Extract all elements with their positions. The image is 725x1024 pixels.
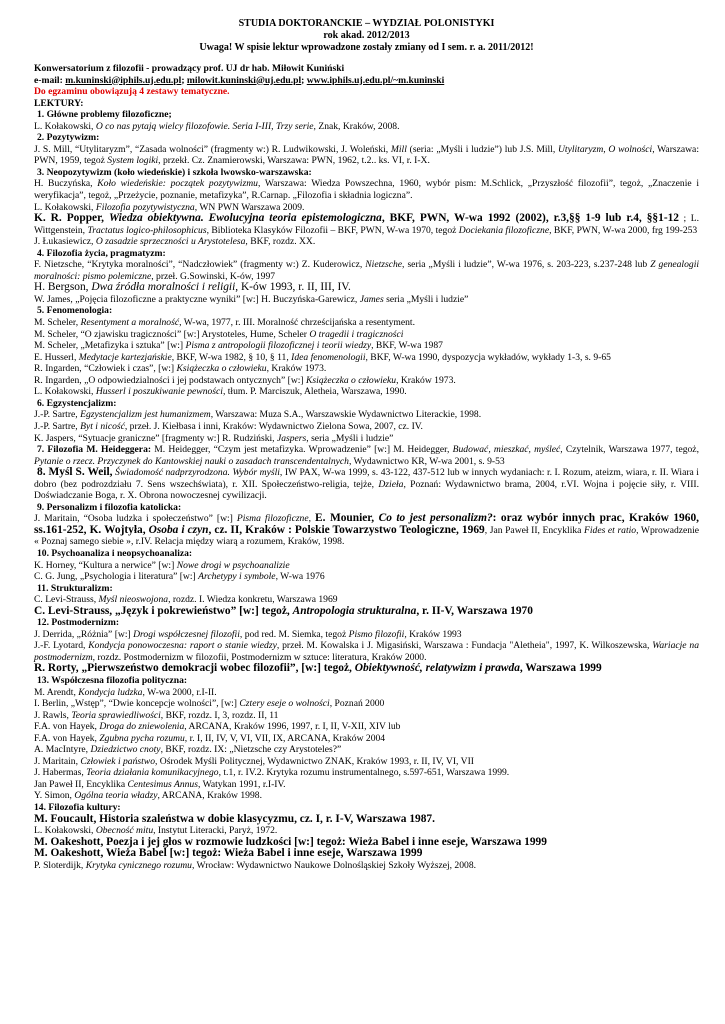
reading-entry: K. Horney, “Kultura a nerwice” [w:] Nowe drogi w psychoanalizie (34, 559, 290, 571)
section-heading-1: 1. Główne problemy filozoficzne; (37, 109, 172, 121)
reading-entry: Y. Simon, Ogólna teoria władzy, ARCANA, Kraków 1998. (34, 790, 262, 802)
reading-entry: J. Maritain, “Osoba ludzka i społeczeństwo” [w:] Pisma filozoficzne, E. Mounier, Co to jest personalizm?: oraz wybór innych prac, Kraków 1960, ss.161-252, K. Wojtyła, Osoba i czyn, cz. II, Kraków : Polskie Towarzystwo Teologiczne, 1969, Jan Paweł II, Encyklika Fides et ratio, Wprowadzenie « Poznaj samego siebie », r.IV. Relacja między wiarą a rozumem, Kraków, 1998. (34, 512, 699, 548)
reading-entry: H. Bergson, Dwa źródła moralności i religii, K-ów 1993, r. II, III, IV. (34, 281, 351, 294)
section-heading-14: 14. Filozofia kultury: (34, 802, 121, 813)
reading-entry: M. Scheler, „Metafizyka i sztuka” [w:] Pisma z antropologii filozoficznej i teorii wiedzy, BKF, W-wa 1987 (34, 340, 443, 352)
email-link-2[interactable]: milowit.kuninski@uj.edu.pl (186, 74, 302, 86)
contact-line: e-mail: m.kuninski@iphils.uj.edu.pl; milowit.kuninski@uj.edu.pl; www.iphils.uj.edu.pl/~m.kuninski (34, 74, 445, 86)
reading-entry: L. Kołakowski, Husserl i poszukiwanie pewności, tłum. P. Marciszuk, Aletheia, Warszawa, 1990. (34, 386, 407, 398)
reading-entry: M. Scheler, Resentyment a moralność, W-wa, 1977, r. III. Moralność chrześcijańska a resentyment. (34, 317, 415, 329)
exam-note: Do egzaminu obowiązują 4 zestawy tematyczne. (34, 86, 230, 98)
header-title: STUDIA DOKTORANCKIE – WYDZIAŁ POLONISTYKI (238, 18, 495, 29)
course-title: Konwersatorium z filozofii - prowadzący prof. UJ dr hab. Miłowit Kuniński (34, 63, 345, 74)
reading-entry: J.-P. Sartre, Byt i nicość, przeł. J. Kiełbasa i inni, Kraków: Wydawnictwo Zielona Sowa, 2007, cz. IV. (34, 420, 423, 432)
reading-entry: C. Levi-Strauss, Myśl nieoswojona, rozdz. I. Wiedza konkretu, Warszawa 1969 (34, 594, 338, 606)
reading-entry: M. Oakeshott, Poezja i jej głos w rozmowie ludzkości [w:] tegoż: Wieża Babel i inne eseje, Warszawa 1999 (34, 835, 547, 848)
reading-entry: F.A. von Hayek, Droga do zniewolenia, ARCANA, Kraków 1996, 1997, r. I, II, V-XII, XIV lub (34, 721, 401, 733)
section-heading-7: 7. Filozofia M. Heideggera: (37, 444, 152, 456)
reading-entry: P. Sloterdijk, Krytyka cynicznego rozumu, Wrocław: Wydawnictwo Naukowe Dolnośląskiej Szkoły Wyższej, 2008. (34, 859, 477, 871)
reading-entry: L. Kołakowski, Filozofia pozytywistyczna, WN PWN Warszawa 2009. (34, 201, 305, 213)
reading-entry: J. S. Mill, “Utylitaryzm”, “Zasada wolności” (fragmenty w:) R. Ludwikowski, J. Woleński, Mill (seria: „Myśli i ludzie”) lub J.S. Mill, Utylitaryzm, O wolności, Warszawa: PWN, 1959, tegoż System logiki, przekł. Cz. Znamierowski, Warszawa: PWN, 1962, t.2.. ks. VI, r. I-X. (34, 143, 699, 167)
reading-entry: M. Foucault, Historia szaleństwa w dobie klasycyzmu, cz. I, r. I-V, Warszawa 1987. (34, 812, 435, 825)
reading-entry: F. Nietzsche, “Krytyka moralności”, “Nadczłowiek” (fragmenty w:) Z. Kuderowicz, Nietzsche, seria „Myśli i ludzie”, W-wa 1976, s. 203-223, s.237-248 lub Z genealogii moralności: pismo polemiczne, przeł. G.Sowinski, K-ów, 1997 (34, 259, 700, 282)
section-heading-6: 6. Egzystencjalizm: (37, 397, 117, 409)
reading-entry: R. Rorty, „Pierwszeństwo demokracji wobec filozofii”, [w:] tegoż, Obiektywność, relatywizm i prawda, Warszawa 1999 (34, 662, 602, 675)
reading-entry: J.-P. Sartre, Egzystencjalizm jest humanizmem, Warszawa: Muza S.A., Warszawskie Wydawnictwo Literackie, 1998. (34, 409, 482, 421)
email-link-1[interactable]: m.kuninski@iphils.uj.edu.pl (65, 74, 182, 86)
email-label: e-mail: (34, 74, 63, 86)
section-heading-12: 12. Postmodernizm: (37, 617, 120, 629)
reading-entry: E. Husserl, Medytacje kartezjańskie, BKF, W-wa 1982, § 10, § 11, Idea fenomenologii, BKF, W-wa 1990, dyspozycja wykładów, wykłady 1-3, s. 9-65 (34, 351, 611, 363)
section-heading-4: 4. Filozofia życia, pragmatyzm: (37, 247, 166, 259)
section-heading-9: 9. Personalizm i filozofia katolicka: (37, 501, 182, 513)
reading-entry: 8. Myśl S. Weil, Świadomość nadprzyrodzona. Wybór myśli, IW PAX, W-wa 1999, s. 43-122, 437-512 lub w innych wydaniach: r. I. Rozum, ateizm, wiara, r. II. Wiara i dobro (bez podrozdziału 7. Sens wszechświata), r. XII. Społeczeństwo-religia, tejże, Dzieła, Poznań: Wydawnictwo brama, 2004, r.VI. Wojna i pojęcie siły, r. VIII. Doświadczanie Boga, r. X. Obrona nowoczesnej cywilizacji. (34, 466, 700, 502)
reading-entry: R. Ingarden, “Człowiek i czas”, [w:] Książeczka o człowieku, Kraków 1973. (34, 363, 327, 375)
reading-entry: M. Scheler, “O zjawisku tragiczności” [w:] Arystoteles, Hume, Scheler O tragedii i tragiczności (34, 328, 404, 340)
reading-entry: K. Jaspers, “Sytuacje graniczne” [fragmenty w:] R. Rudziński, Jaspers, seria „Myśli i ludzie” (34, 432, 394, 444)
header-year: rok akad. 2012/2013 (323, 30, 410, 41)
reading-entry: J. Rawls, Teoria sprawiedliwości, BKF, rozdz. I, 3, rozdz. II, 11 (34, 709, 279, 721)
reading-entry: J. Łukasiewicz, O zasadzie sprzeczności u Arystotelesa, BKF, rozdz. XX. (34, 236, 316, 248)
section-heading-2: 2. Pozytywizm: (37, 132, 100, 144)
reading-entry: A. MacIntyre, Dziedzictwo cnoty, BKF, rozdz. IX: „Nietzsche czy Arystoteles?” (34, 744, 342, 756)
reading-entry: I. Berlin, „Wstęp”, “Dwie koncepcje wolności”, [w:] Cztery eseje o wolności, Poznań 2000 (34, 698, 385, 710)
reading-entry: W. James, „Pojęcia filozoficzne a praktyczne wyniki” [w:] H. Buczyńska-Garewicz, James seria „Myśli i ludzie” (34, 293, 469, 305)
section-heading-5: 5. Fenomenologia: (37, 305, 113, 317)
reading-entry: H. Buczyńska, Koło wiedeńskie: początek pozytywizmu, Warszawa: Wiedza Powszechna, 1960, wybór pism: M.Schlick, „Przyszłość filozofii”, tegoż, „Znaczenie i weryfikacja”, tegoż, „Przeżycie, poznanie, metafizyka”, R.Carnap. „Filozofia i składnia logiczna”. (34, 178, 699, 202)
reading-entry: L. Kołakowski, O co nas pytają wielcy filozofowie. Seria I-III, Trzy serie, Znak, Kraków, 2008. (34, 120, 400, 132)
reading-entry: J. Derrida, „Różnia” [w:] Drogi współczesnej filozofii, pod red. M. Siemka, tegoż Pismo filozofii, Kraków 1993 (34, 628, 462, 640)
header-notice: Uwaga! W spisie lektur wprowadzone zostały zmiany od I sem. r. a. 2011/2012! (199, 42, 534, 53)
reading-entry: M. Oakeshott, Wieża Babel [w:] tegoż: Wieża Babel i inne eseje, Warszawa 1999 (34, 847, 423, 860)
reading-entry: M. Arendt, Kondycja ludzka, W-wa 2000, r.I-II. (34, 686, 217, 698)
reading-entry: J. Habermas, Teoria działania komunikacyjnego, t.1, r. IV.2. Krytyka rozumu instrumentalnego, s.597-651, Warszawa 1999. (34, 767, 510, 779)
section-heading-8: 8. Myśl S. Weil, (37, 466, 113, 479)
reading-entry: K. R. Popper, Wiedza obiektywna. Ewolucyjna teoria epistemologiczna, BKF, PWN, W-wa 1992 (2002), r.3,§§ 1-9 lub r.4, §§1-12 ; L. Wittgenstein, Tractatus logico-philosophicus, Biblioteka Klasyków Filozofii – BKF, PWN, W-wa 1970, tegoż Dociekania filozoficzne, BKF, PWN, W-wa 2000, frg 199-253 (34, 212, 699, 236)
reading-entry: L. Kołakowski, Obecność mitu, Instytut Literacki, Paryż, 1972. (34, 825, 278, 837)
reading-entry: J. Maritain, Człowiek i państwo, Ośrodek Myśli Politycznej, Wydawnictwo ZNAK, Kraków 1993, r. II, IV, VI, VII (34, 755, 474, 767)
section-heading-3: 3. Neopozytywizm (koło wiedeńskie) i szkoła lwowsko-warszawska: (37, 166, 312, 178)
reading-entry: C. G. Jung, „Psychologia i literatura” [w:] Archetypy i symbole, W-wa 1976 (34, 571, 325, 583)
reading-entry: C. Levi-Strauss, „Język i pokrewieństwo” [w:] tegoż, Antropologia strukturalna, r. II-V, Warszawa 1970 (34, 604, 533, 617)
website-link[interactable]: www.iphils.uj.edu.pl/~m.kuninski (306, 74, 445, 86)
section-heading-13: 13. Współczesna filozofia polityczna: (37, 674, 188, 686)
reading-entry: Jan Paweł II, Encyklika Centesimus Annus, Watykan 1991, r.I-IV. (34, 778, 286, 790)
readings-heading: LEKTURY: (34, 97, 84, 109)
reading-entry: F.A. von Hayek, Zgubna pycha rozumu, r. I, II, IV, V, VI, VII, IX, ARCANA, Kraków 2004 (34, 732, 386, 744)
reading-entry: R. Ingarden, „O odpowiedzialności i jej podstawach ontycznych” [w:] Książeczka o człowieku, Kraków 1973. (34, 374, 456, 386)
reading-entry: J.-F. Lyotard, Kondycja ponowoczesna: raport o stanie wiedzy, przeł. M. Kowalska i J. Migasiński, Warszawa : Fundacja "Aletheia", 1997, K. Wilkoszewska, Wariacje na postmodernizm, rozdz. Postmodernizm w filozofii, Postmodernizm w sztuce: literatura, Kraków 2000. (34, 640, 700, 663)
section-heading-11: 11. Strukturalizm: (37, 582, 113, 594)
section-heading-10: 10. Psychoanaliza i neopsychoanaliza: (37, 547, 193, 559)
reading-entry: 7. Filozofia M. Heideggera: M. Heidegger, “Czym jest metafizyka. Wprowadzenie” [w:] M. Heidegger, Budować, mieszkać, myśleć, Czytelnik, Warszawa 1977, tegoż, Pytanie o rzecz. Przyczynek do Kantowskiej nauki o zasadach transcendentalnych, Wydawnictwo KR, W-wa 2001, s. 9-53 (34, 444, 699, 467)
